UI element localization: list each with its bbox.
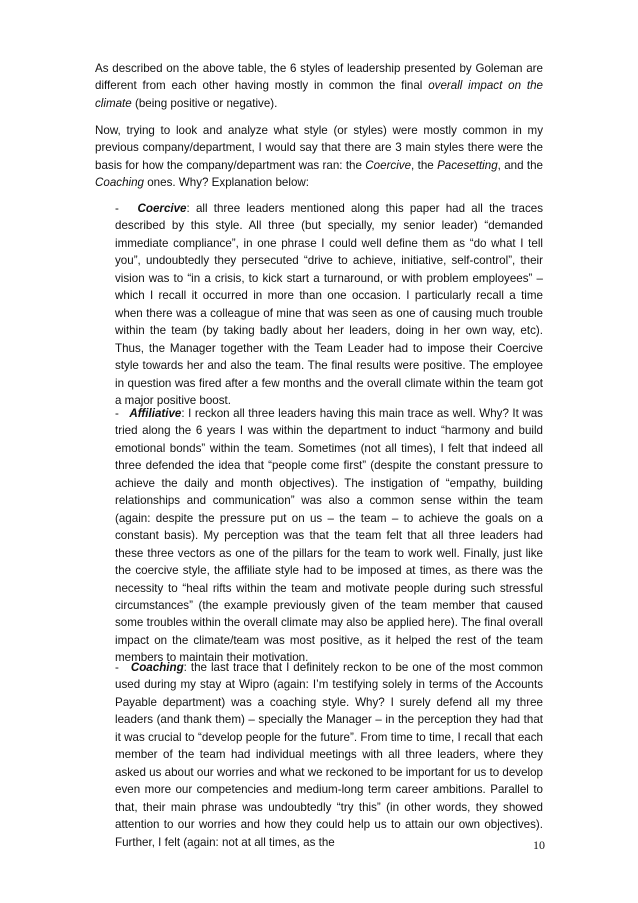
bullet-text-coaching: : the last trace that I definitely reckon to be one of the most common used during my stay at Wipro (again: I’m testifying solely in terms of the Accounts Payable department) was a coaching style. Why? I surely defend all my three leaders (and thank them) – specially the Manager – in the perception they had that it was crucial to “develop people for the future”. From time to time, I recall that each member of the team had individual meetings with all three leaders, where they asked us about our worries and what we reckoned to be important for us to develop even more our competencies and medium-long term career ambitions. Parallel to that, their main phrase was undoubtedly “try this” (in other words, they showed attention to our worries and how they could help us to attain our own objectives). Further, I felt (again: not at all times, as the — [115, 661, 544, 849]
overview-coercive: Coercive — [365, 158, 412, 172]
bullet-dash: - — [115, 202, 119, 215]
intro-text-b: (being positive or negative). — [131, 96, 278, 110]
overview-coaching: Coaching — [95, 176, 144, 190]
intro-italic-phrase: overall impact on the climate — [95, 79, 543, 110]
overview-sep-2: , and the — [497, 158, 544, 172]
overview-pacesetting: Pacesetting — [437, 158, 498, 172]
overview-text-a: Now, trying to look and analyze what style (or styles) were mostly common in my previous company/department, I would say that there are 3 main styles there were the basis for how the company/department was ran: the — [95, 124, 543, 172]
bullet-text-coercive: : all three leaders mentioned along this paper had all the traces described by this style. All three (but specially, my senior leader) “demanded immediate compliance”, in one phrase I could well define them as “do what I tell you”, undoubtedly they persecuted “drive to achieve, initiative, self-control”, their vision was to “in a crisis, to kick start a turnaround, or with problem employees” – which I recall it occurred in more than one occasion. I particularly recall a time when there was a colleague of mine that was seen as one of causing much trouble within the team (by taking badly about her leaders, doing in her own way, etc). Thus, the Manager together with the Team Leader had to impose their Coercive style towards her and also the team. The final results were positive. The employee in question was fired after a few months and the overall climate within the team got a major positive boost. — [115, 202, 543, 407]
bullet-coercive — [115, 200, 543, 409]
bullet-label-coercive: Coercive — [137, 202, 187, 215]
bullet-label-coaching: Coaching — [130, 661, 184, 674]
overview-text-b: ones. Why? Explanation below: — [144, 176, 309, 190]
overview-sep-1: , the — [411, 158, 438, 172]
bullet-text-affiliative: : I reckon all three leaders having this main trace as well. Why? It was tried along the 6 years I was within the department to induct “harmony and build emotional bonds” within the team. Sometimes (not all times), I felt that indeed all three defended the idea that “people come first” (despite the constant pressure to achieve the daily and month objectives). The instigation of “empathy, building relationships and communication” was also a common sense within the team (again: despite the pressure put on us – the team – to achieve the goals on a constant basis). My perception was that the team felt that all three leaders had these three vectors as one of the pillars for the team to work well. Finally, just like the coercive style, the affiliate style had to be imposed at times, as there was the necessity to “heal rifts within the team and motivate people during such stressful circumstances” (the example previously given of the team member that caused some troubles within the overall climate may also be applied here). The final overall impact on the climate/team was most positive, as it helped the rest of the team members to maintain their motivation. — [115, 407, 543, 665]
paragraph-styles-overview — [95, 122, 543, 192]
intro-text-a: As described on the above table, the 6 styles of leadership presented by Goleman are different from each other having mostly in common the final — [95, 62, 543, 93]
page-number: 10 — [533, 838, 545, 852]
bullet-coaching — [115, 659, 543, 851]
bullet-affiliative — [115, 405, 543, 667]
bullet-dash: - — [115, 661, 119, 674]
bullet-label-affiliative: Affiliative — [129, 407, 182, 420]
paragraph-intro — [95, 60, 543, 112]
bullet-dash: - — [115, 407, 119, 420]
